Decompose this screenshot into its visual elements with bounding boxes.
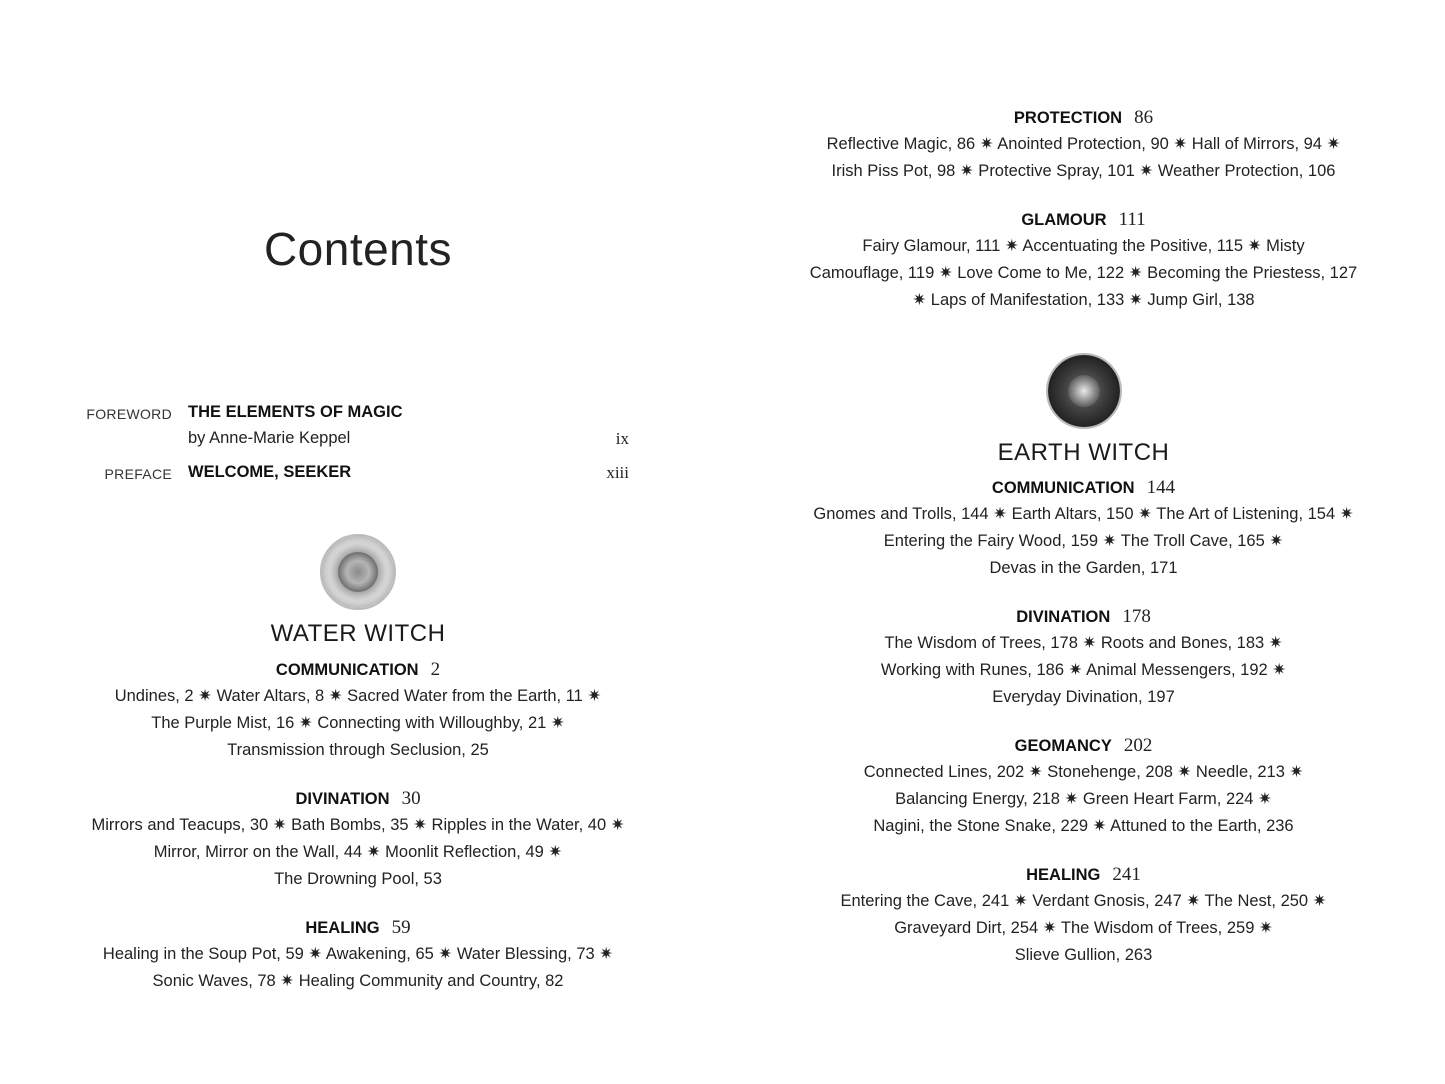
section-entries: The Wisdom of Trees, 178 ✷ Roots and Bones, 183 ✷ — [884, 634, 1283, 652]
page-title: Contents — [263, 223, 453, 275]
right-page — [722, 0, 1445, 1084]
entry-title: THE ELEMENTS OF MAGIC — [188, 403, 403, 421]
section-entries: The Drowning Pool, 53 — [274, 870, 442, 888]
front-matter-entry-foreword-byline — [0, 429, 722, 455]
section-entries: Irish Piss Pot, 98 ✷ Protective Spray, 101 ✷ Weather Protection, 106 — [831, 162, 1336, 180]
section-page-number: 2 — [430, 659, 441, 680]
toc-section-healing[interactable] — [722, 861, 1445, 969]
entry-page-number: xiii — [606, 463, 629, 482]
part-title: WATER WITCH — [270, 620, 446, 647]
toc-section-communication[interactable] — [722, 474, 1445, 582]
earth-witch-header — [722, 353, 1445, 467]
section-page-number: 59 — [391, 917, 411, 938]
section-entries: Entering the Fairy Wood, 159 ✷ The Troll Cave, 165 ✷ — [883, 532, 1284, 550]
section-name: GLAMOUR — [1021, 211, 1107, 229]
entry-subtitle: by Anne-Marie Keppel — [188, 429, 351, 447]
section-page-number: 144 — [1146, 477, 1176, 498]
section-page-number: 111 — [1118, 209, 1146, 230]
section-entries: Entering the Cave, 241 ✷ Verdant Gnosis, 247 ✷ The Nest, 250 ✷ — [840, 892, 1327, 910]
section-entries: Working with Runes, 186 ✷ Animal Messengers, 192 ✷ — [880, 661, 1287, 679]
entry-label: PREFACE — [104, 466, 172, 482]
section-name: DIVINATION — [295, 790, 390, 808]
section-page-number: 241 — [1112, 864, 1141, 885]
front-matter-entry-foreword[interactable] — [0, 403, 722, 429]
section-entries: Camouflage, 119 ✷ Love Come to Me, 122 ✷ Becoming the Priestess, 127 — [809, 264, 1358, 282]
earth-element-emblem-icon — [1046, 353, 1122, 429]
section-entries: Fairy Glamour, 111 ✷ Accentuating the Positive, 115 ✷ Misty — [862, 237, 1305, 255]
section-entries: Everyday Divination, 197 — [992, 688, 1175, 706]
toc-section-healing[interactable] — [0, 914, 716, 995]
section-entries: Sonic Waves, 78 ✷ Healing Community and Country, 82 — [152, 972, 564, 990]
toc-section-glamour[interactable] — [722, 206, 1445, 314]
section-entries: ✷ Laps of Manifestation, 133 ✷ Jump Girl, 138 — [912, 291, 1255, 309]
section-entries: Graveyard Dirt, 254 ✷ The Wisdom of Trees, 259 ✷ — [894, 919, 1273, 937]
section-entries: Gnomes and Trolls, 144 ✷ Earth Altars, 150 ✷ The Art of Listening, 154 ✷ — [813, 505, 1354, 523]
section-entries: Mirrors and Teacups, 30 ✷ Bath Bombs, 35 ✷ Ripples in the Water, 40 ✷ — [91, 816, 625, 834]
entry-label: FOREWORD — [86, 406, 172, 422]
toc-section-communication[interactable] — [0, 656, 716, 764]
section-name: DIVINATION — [1016, 608, 1111, 626]
entry-page-number: ix — [615, 429, 629, 448]
section-entries: Connected Lines, 202 ✷ Stonehenge, 208 ✷ Needle, 213 ✷ — [863, 763, 1304, 781]
section-entries: The Purple Mist, 16 ✷ Connecting with Willoughby, 21 ✷ — [151, 714, 565, 732]
section-entries: Nagini, the Stone Snake, 229 ✷ Attuned to the Earth, 236 — [873, 817, 1294, 835]
section-page-number: 202 — [1123, 735, 1153, 756]
section-entries: Mirror, Mirror on the Wall, 44 ✷ Moonlit Reflection, 49 ✷ — [153, 843, 563, 861]
section-page-number: 178 — [1122, 606, 1151, 627]
section-name: HEALING — [305, 919, 380, 937]
section-entries: Healing in the Soup Pot, 59 ✷ Awakening, 65 ✷ Water Blessing, 73 ✷ — [102, 945, 614, 963]
section-page-number: 30 — [401, 788, 421, 809]
section-entries: Devas in the Garden, 171 — [989, 559, 1178, 577]
entry-title: WELCOME, SEEKER — [188, 463, 352, 481]
toc-section-divination[interactable] — [0, 785, 716, 893]
water-witch-header — [0, 534, 716, 648]
section-name: GEOMANCY — [1014, 737, 1112, 755]
part-title: EARTH WITCH — [997, 439, 1170, 466]
front-matter-entry-preface[interactable] — [0, 463, 722, 489]
toc-section-protection[interactable] — [722, 104, 1445, 185]
left-page — [0, 0, 722, 1084]
section-name: PROTECTION — [1013, 109, 1123, 127]
section-name: HEALING — [1026, 866, 1101, 884]
section-entries: Transmission through Seclusion, 25 — [227, 741, 489, 759]
section-entries: Reflective Magic, 86 ✷ Anointed Protection, 90 ✷ Hall of Mirrors, 94 ✷ — [826, 135, 1341, 153]
section-entries: Balancing Energy, 218 ✷ Green Heart Farm, 224 ✷ — [895, 790, 1272, 808]
toc-section-divination[interactable] — [722, 603, 1445, 711]
front-matter — [0, 403, 722, 489]
section-name: COMMUNICATION — [275, 661, 419, 679]
section-entries: Undines, 2 ✷ Water Altars, 8 ✷ Sacred Water from the Earth, 11 ✷ — [114, 687, 602, 705]
section-entries: Slieve Gullion, 263 — [1014, 946, 1153, 964]
section-page-number: 86 — [1134, 107, 1154, 128]
section-name: COMMUNICATION — [991, 479, 1135, 497]
toc-section-geomancy[interactable] — [722, 732, 1445, 840]
water-element-emblem-icon — [320, 534, 396, 610]
